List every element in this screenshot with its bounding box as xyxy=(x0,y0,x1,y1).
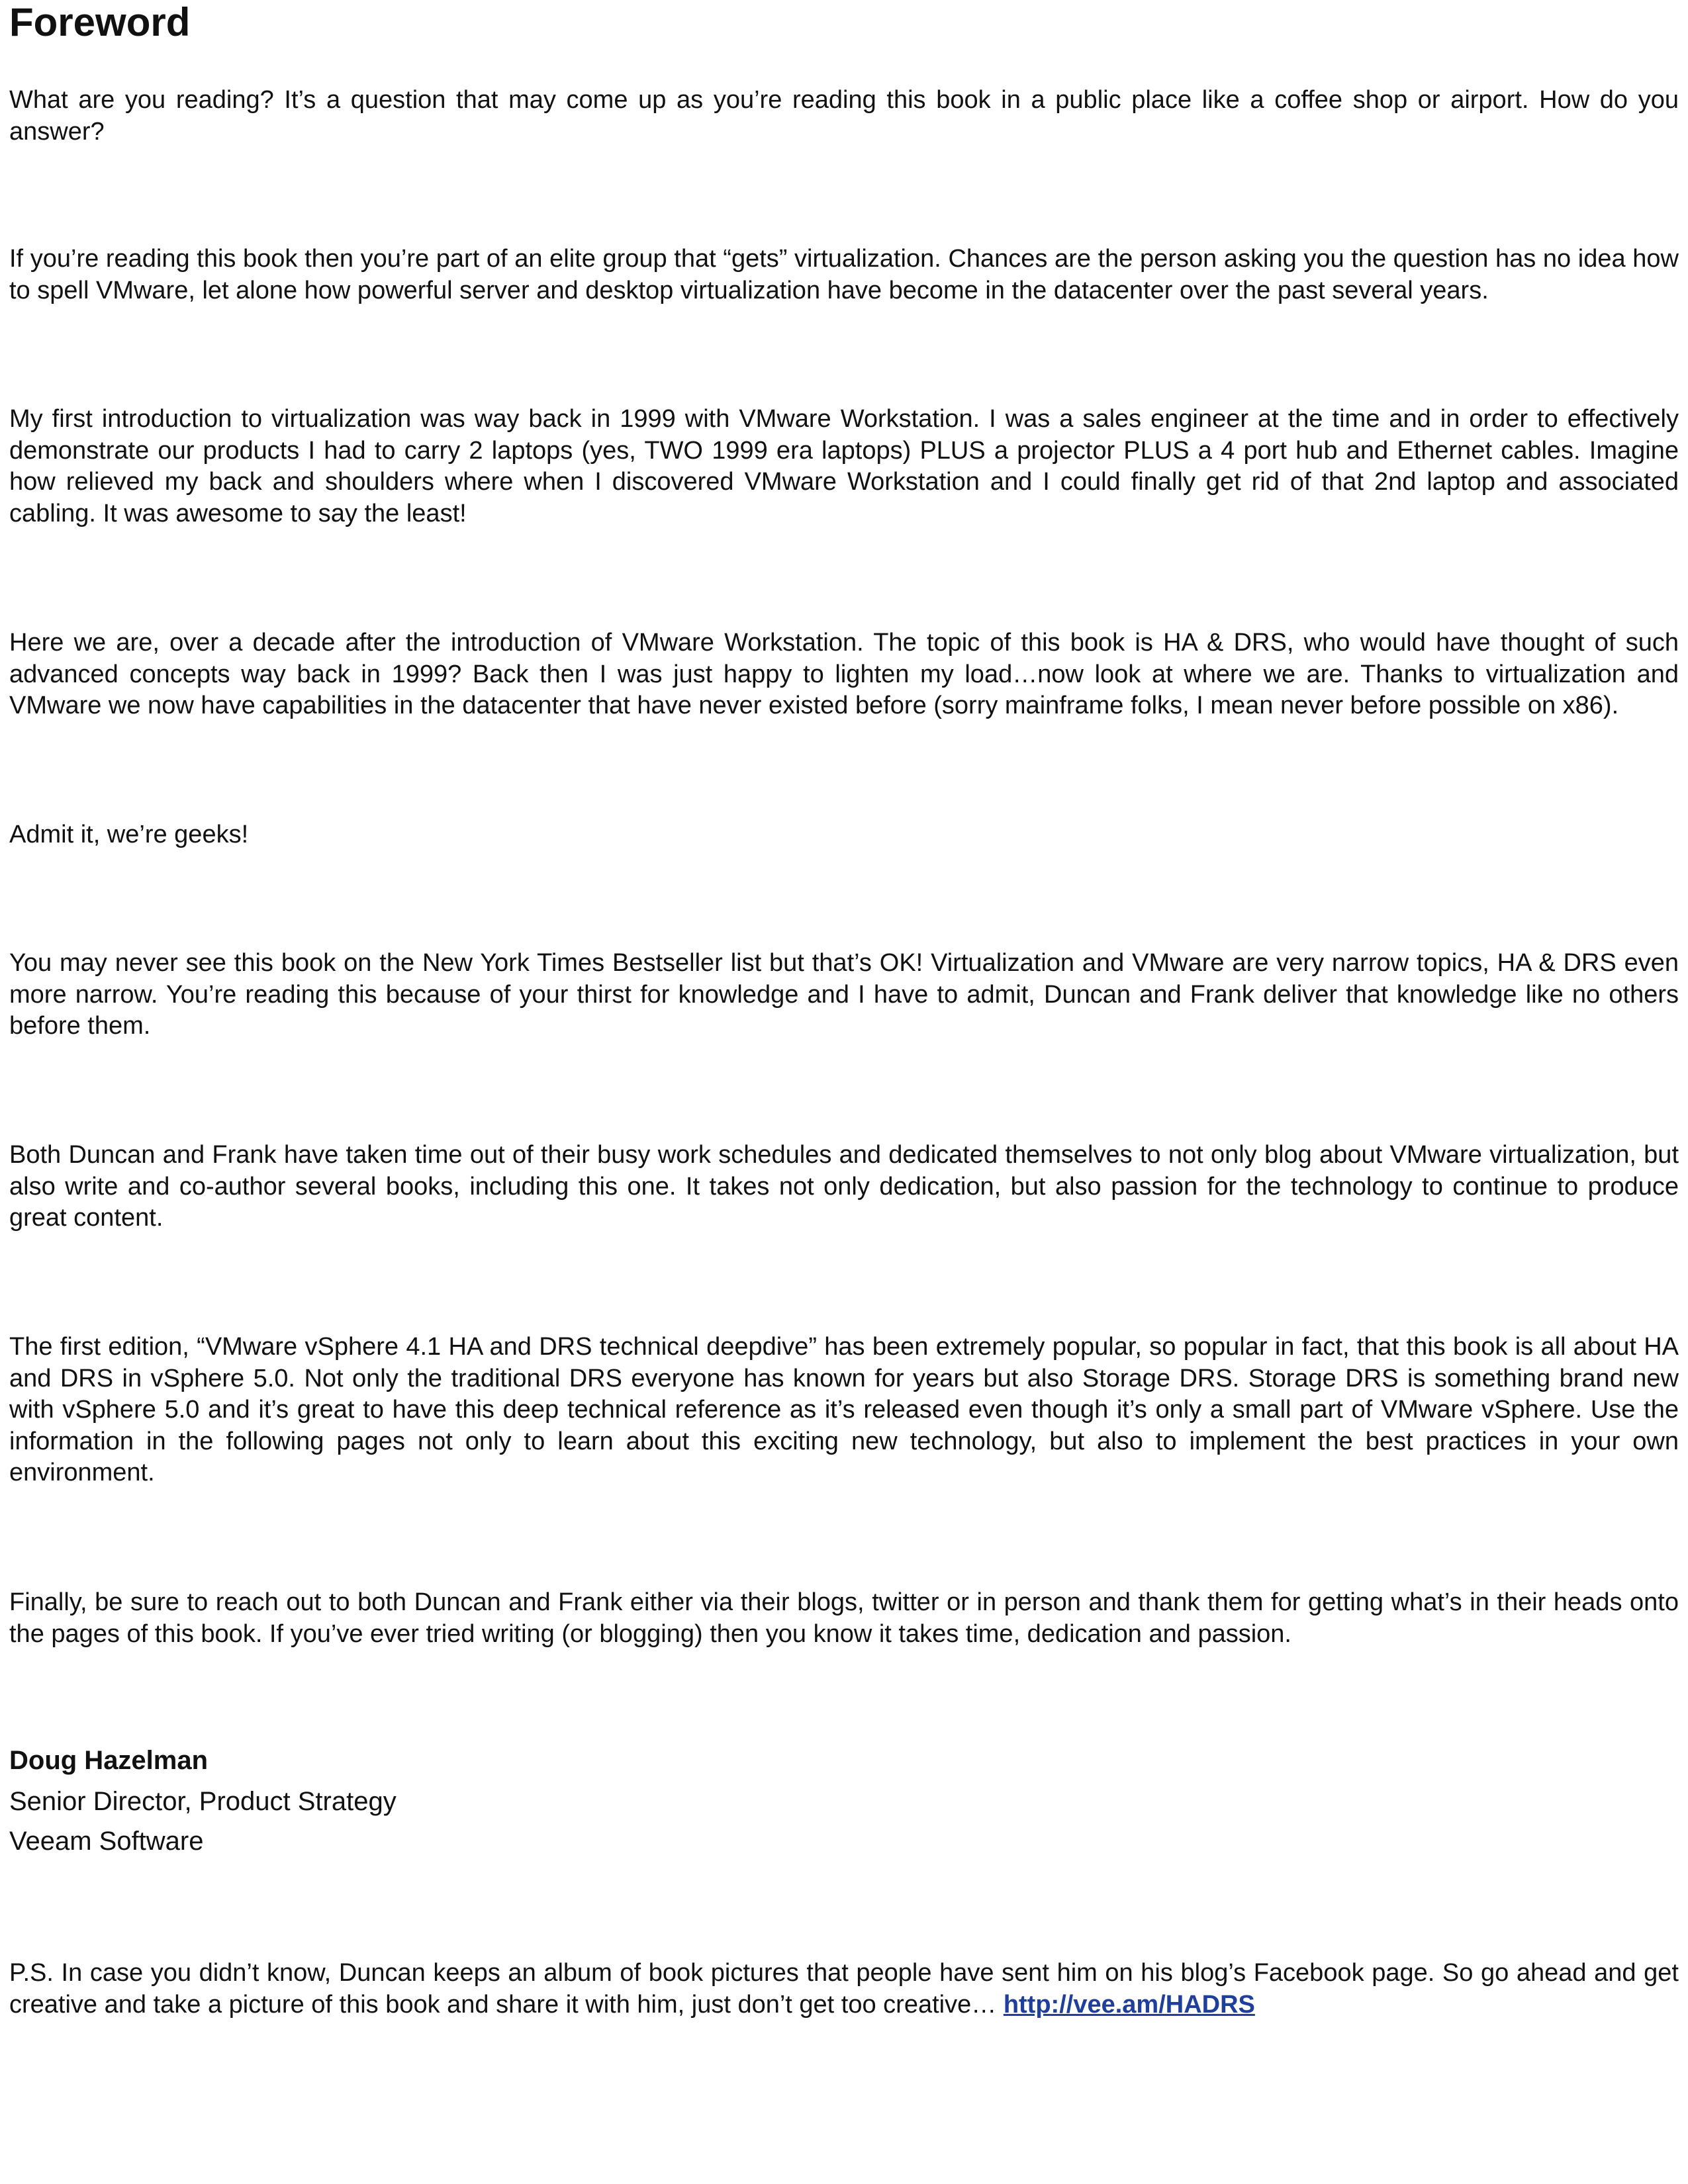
signature-role: Senior Director, Product Strategy xyxy=(9,1787,397,1816)
signature-name: Doug Hazelman xyxy=(9,1746,209,1775)
paragraph-3: My first introduction to virtualization was way back in 1999 with VMware Workstation. I was a sales engineer at the time and in order to effectively demonstrate our products I had to carry 2 laptops (yes, TWO 1999 era laptops) PLUS a projector PLUS a 4 port hub and Ethernet cables. Imagine how relieved my back and shoulders where when I discovered VMware Workstation and I could finally get rid of that 2nd laptop and associated cabling. It was awesome to say the least! xyxy=(9,405,1679,527)
paragraph-9: Finally, be sure to reach out to both Duncan and Frank either via their blogs, twitter or in person and thank them for getting what’s in their heads onto the pages of this book. If you’ve ever tried writing (or blogging) then you know it takes time, dedication and passion. xyxy=(9,1588,1679,1648)
document-page xyxy=(9,0,1679,2184)
paragraph-1: What are you reading? It’s a question that may come up as you’re reading this book in a public place like a coffee shop or airport. How do you answer? xyxy=(9,86,1679,146)
hadrs-link[interactable]: http://vee.am/HADRS xyxy=(1003,1990,1255,2019)
postscript-text: P.S. In case you didn’t know, Duncan keeps an album of book pictures that people have sent him on his blog’s Facebook page. So go ahead and get creative and take a picture of this book and share it with him, just don’t get too creative… xyxy=(9,1959,1679,2019)
signature-company: Veeam Software xyxy=(9,1827,204,1856)
paragraph-2: If you’re reading this book then you’re part of an elite group that “gets” virtualization. Chances are the person asking you the question has no idea how to spell VMware, let alone how powerful server and desktop virtualization have become in the datacenter over the past several years. xyxy=(9,245,1679,304)
page-title: Foreword xyxy=(9,0,191,44)
paragraph-8: The first edition, “VMware vSphere 4.1 HA and DRS technical deepdive” has been extremely popular, so popular in fact, that this book is all about HA and DRS in vSphere 5.0. Not only the traditional DRS everyone has known for years but also Storage DRS. Storage DRS is something brand new with vSphere 5.0 and it’s great to have this deep technical reference as it’s released even though it’s only a small part of VMware vSphere. Use the information in the following pages not only to learn about this exciting new technology, but also to implement the best practices in your own environment. xyxy=(9,1333,1679,1486)
paragraph-6: You may never see this book on the New York Times Bestseller list but that’s OK! Virtualization and VMware are very narrow topics, HA & DRS even more narrow. You’re reading this because of your thirst for knowledge and I have to admit, Duncan and Frank deliver that knowledge like no others before them. xyxy=(9,949,1679,1040)
postscript xyxy=(9,1958,1679,2021)
paragraph-5: Admit it, we’re geeks! xyxy=(9,821,249,848)
paragraph-7: Both Duncan and Frank have taken time out of their busy work schedules and dedicated themselves to not only blog about VMware virtualization, but also write and co-author several books, including this one. It takes not only dedication, but also passion for the technology to continue to produce great content. xyxy=(9,1141,1679,1232)
paragraph-4: Here we are, over a decade after the introduction of VMware Workstation. The topic of this book is HA & DRS, who would have thought of such advanced concepts way back in 1999? Back then I was just happy to lighten my load…now look at where we are. Thanks to virtualization and VMware we now have capabilities in the datacenter that have never existed before (sorry mainframe folks, I mean never before possible on x86). xyxy=(9,629,1679,719)
